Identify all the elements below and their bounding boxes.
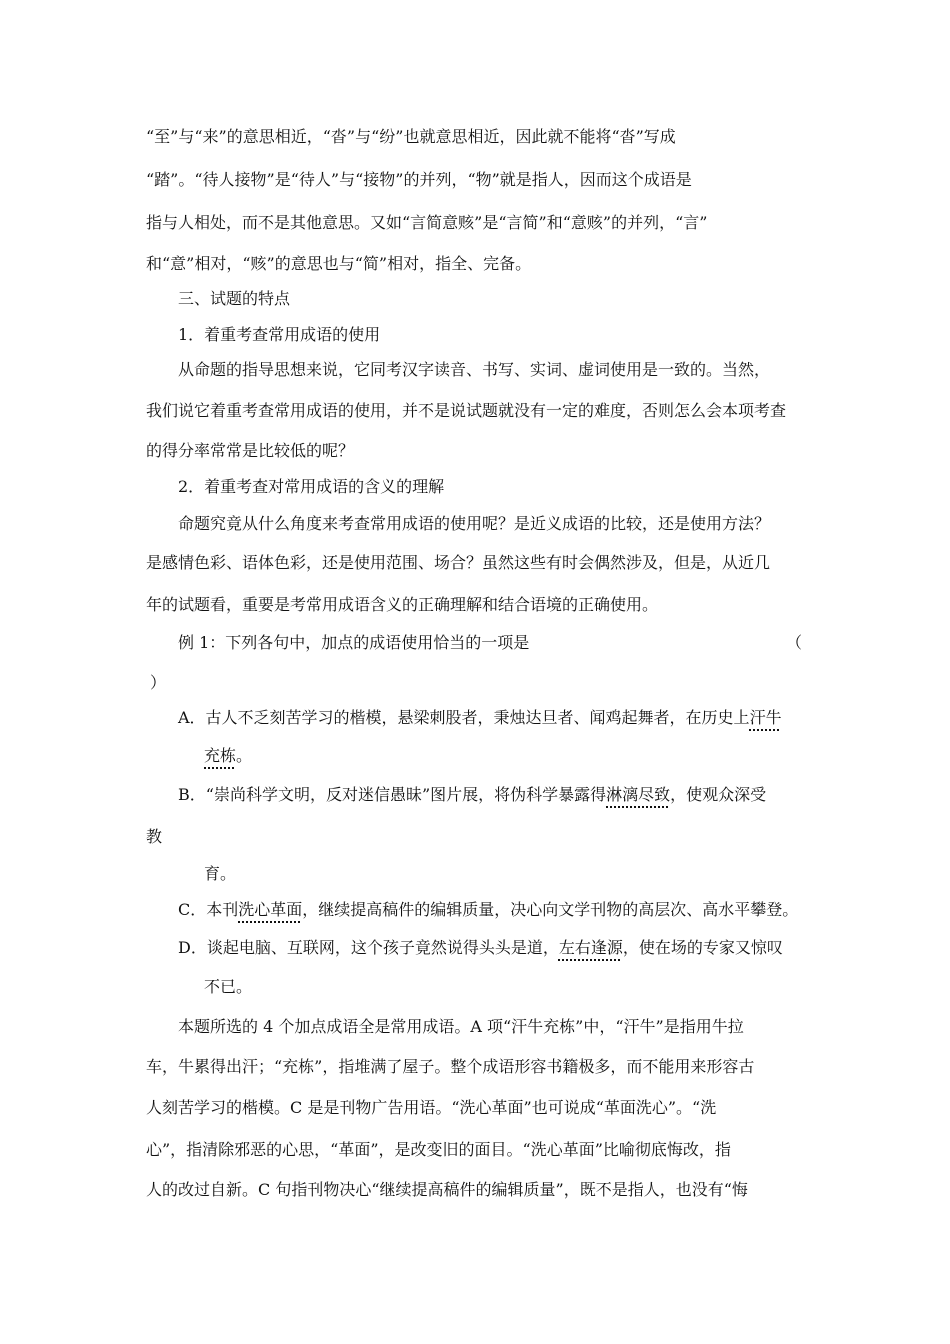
option-c-text: ，继续提高稿件的编辑质量，决心向文学刊物的高层次、高水平攀登。	[302, 900, 799, 919]
analysis-line: 人刻苦学习的楷模。C 是是刊物广告用语。“洗心革面”也可说成“革面洗心”。“洗	[146, 1098, 717, 1117]
analysis-line: 车，牛累得出汗；“充栋”，指堆满了屋子。整个成语形容书籍极多，而不能用来形容古	[146, 1057, 755, 1076]
option-c-emphasis: 洗心革面	[238, 900, 303, 919]
paragraph-line: “踏”。“待人接物”是“待人”与“接物”的并列，“物”就是指人，因而这个成语是	[146, 170, 692, 189]
option-a	[178, 703, 858, 733]
option-d-wrap: 不已。	[204, 977, 253, 996]
answer-bracket-open: （	[786, 633, 803, 652]
paragraph-line: 从命题的指导思想来说，它同考汉字读音、书写、实词、虚词使用是一致的。当然，	[178, 360, 771, 379]
subsection-heading: 1．着重考查常用成语的使用	[178, 325, 381, 344]
paragraph-line: 指与人相处，而不是其他意思。又如“言简意赅”是“言简”和“意赅”的并列，“言”	[146, 213, 708, 232]
answer-bracket-close: ）	[150, 673, 167, 692]
paragraph-line: 和“意”相对，“赅”的意思也与“简”相对，指全、完备。	[146, 254, 532, 273]
option-a-emphasis: 汗牛	[749, 708, 782, 727]
option-d-text: D．谈起电脑、互联网，这个孩子竟然说得头头是道，	[178, 938, 559, 957]
option-d-text: ，使在场的专家又惊叹	[622, 938, 783, 957]
paragraph-line: 我们说它着重考查常用成语的使用，并不是说试题就没有一定的难度，否则怎么会本项考查	[146, 401, 787, 420]
option-a-emphasis: 充栋	[204, 746, 237, 765]
subsection-heading: 2．着重考查对常用成语的含义的理解	[178, 477, 445, 496]
analysis-line: 本题所选的 4 个加点成语全是常用成语。A 项“汗牛充栋”中，“汗牛”是指用牛拉	[178, 1017, 744, 1036]
option-a-text: A．古人不乏刻苦学习的楷模，悬梁刺股者，秉烛达旦者、闻鸡起舞者，在历史上	[178, 708, 750, 727]
analysis-line: 人的改过自新。C 句指刊物决心“继续提高稿件的编辑质量”，既不是指人，也没有“悔	[146, 1180, 748, 1199]
option-b-wrap: 教	[146, 827, 163, 846]
option-c-text: C．本刊	[178, 900, 239, 919]
option-a-continued	[204, 741, 504, 771]
option-d	[178, 933, 878, 963]
paragraph-line: 的得分率常常是比较低的呢？	[146, 441, 355, 460]
analysis-line: 心”，指清除邪恶的心思，“革面”，是改变旧的面目。“洗心革面”比喻彻底悔改，指	[146, 1140, 731, 1159]
option-b-wrap: 育。	[204, 864, 237, 883]
option-b-text: B．“崇尚科学文明，反对迷信愚昧”图片展，将伪科学暴露得	[178, 785, 607, 804]
example-question: 例 1：下列各句中，加点的成语使用恰当的一项是	[178, 633, 530, 652]
option-b	[178, 780, 878, 810]
option-a-text: 。	[236, 746, 253, 765]
paragraph-line: 命题究竟从什么角度来考查常用成语的使用呢？是近义成语的比较，还是使用方法？	[178, 514, 771, 533]
option-b-emphasis: 淋漓尽致	[606, 785, 671, 804]
paragraph-line: 年的试题看，重要是考常用成语含义的正确理解和结合语境的正确使用。	[146, 595, 659, 614]
option-c	[178, 895, 878, 925]
option-b-text: ，使观众深受	[670, 785, 767, 804]
paragraph-line: “至”与“来”的意思相近，“沓”与“纷”也就意思相近，因此就不能将“沓”写成	[146, 127, 676, 146]
paragraph-line: 是感情色彩、语体色彩，还是使用范围、场合？虽然这些有时会偶然涉及，但是，从近几	[146, 553, 771, 572]
option-d-emphasis: 左右逢源	[558, 938, 623, 957]
section-heading: 三、试题的特点	[178, 289, 291, 308]
